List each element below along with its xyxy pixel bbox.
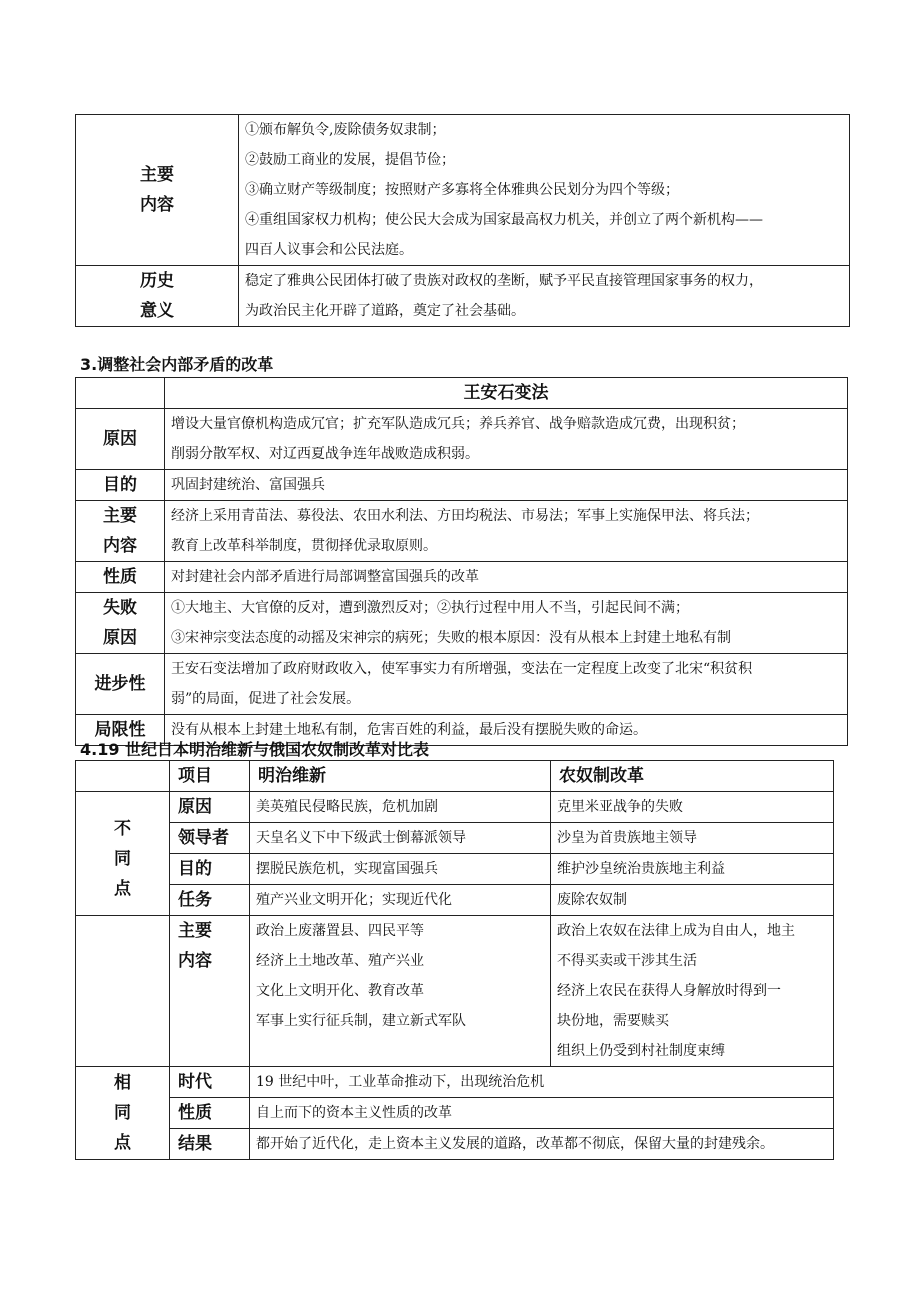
row-header-cause: 原因 [76, 409, 165, 470]
table-row [76, 501, 848, 562]
group-label-differences: 不 同 点 [76, 792, 170, 916]
meiji-purpose: 摆脱民族危机，实现富国强兵 [250, 854, 551, 885]
russia-leader: 沙皇为首贵族地主领导 [551, 823, 834, 854]
russia-main-content: 政治上农奴在法律上成为自由人，地主 不得买卖或干涉其生活 经济上农民在获得人身解放时得到一 块份地，需要赎买 组织上仍受到村社制度束缚 [551, 916, 834, 1067]
item-nature: 性质 [170, 1098, 250, 1129]
table-header-row [76, 761, 834, 792]
wang-anshi-table [75, 377, 848, 746]
purpose-cell: 巩固封建统治、富国强兵 [165, 470, 848, 501]
meiji-leader: 天皇名义下中下级武士倒幕派领导 [250, 823, 551, 854]
meiji-task: 殖产兴业文明开化；实现近代化 [250, 885, 551, 916]
section-3-title: 3.调整社会内部矛盾的改革 [80, 355, 274, 374]
russia-task: 废除农奴制 [551, 885, 834, 916]
content-line: 稳定了雅典公民团体打破了贵族对政权的垄断，赋予平民直接管理国家事务的权力， [245, 273, 763, 289]
table-row [76, 1129, 834, 1160]
item-cause: 原因 [170, 792, 250, 823]
row-header-significance: 历史 意义 [76, 266, 239, 327]
item-purpose: 目的 [170, 854, 250, 885]
content-line: ③确立财产等级制度；按照财产多寡将全体雅典公民划分为四个等级； [245, 182, 679, 198]
russia-cause: 克里米亚战争的失败 [551, 792, 834, 823]
table-row [76, 593, 848, 654]
section-4-title: 4.19 世纪日本明治维新与俄国农奴制改革对比表 [80, 740, 430, 759]
meiji-cause: 美英殖民侵略民族，危机加剧 [250, 792, 551, 823]
table-row [76, 409, 848, 470]
table-row [76, 823, 834, 854]
same-era: 19 世纪中叶，工业革命推动下，出现统治危机 [250, 1067, 834, 1098]
comparison-table [75, 760, 834, 1160]
item-main-content: 主要 内容 [170, 916, 250, 1067]
row-header-failure: 失败 原因 [76, 593, 165, 654]
solon-reform-table [75, 114, 850, 327]
row-header-content: 主要 内容 [76, 501, 165, 562]
progress-cell: 王安石变法增加了政府财政收入，使军事实力有所增强，变法在一定程度上改变了北宋“积贫积 弱”的局面，促进了社会发展。 [165, 654, 848, 715]
table-row [76, 792, 834, 823]
same-result: 都开始了近代化，走上资本主义发展的道路，改革都不彻底，保留大量的封建残余。 [250, 1129, 834, 1160]
table-row [76, 115, 850, 266]
column-header-russia: 农奴制改革 [551, 761, 834, 792]
content-line: ①颁布解负令,废除债务奴隶制； [245, 122, 446, 138]
content-line: 四百人议事会和公民法庭。 [245, 242, 413, 258]
group-label-similarities: 相 同 点 [76, 1067, 170, 1160]
column-header-wang-anshi: 王安石变法 [165, 378, 848, 409]
table-row [76, 885, 834, 916]
content-line: 为政治民主化开辟了道路，奠定了社会基础。 [245, 303, 525, 319]
row-header-progress: 进步性 [76, 654, 165, 715]
item-leader: 领导者 [170, 823, 250, 854]
meiji-main-content: 政治上废藩置县、四民平等 经济上土地改革、殖产兴业 文化上文明开化、教育改革 军事上实行征兵制，建立新式军队 [250, 916, 551, 1067]
russia-purpose: 维护沙皇统治贵族地主利益 [551, 854, 834, 885]
table-row [76, 916, 834, 1067]
failure-cell: ①大地主、大官僚的反对，遭到激烈反对；②执行过程中用人不当，引起民间不满； ③宋神宗变法态度的动摇及宋神宗的病死；失败的根本原因：没有从根本上封建土地私有制 [165, 593, 848, 654]
content-line: ②鼓励工商业的发展，提倡节俭； [245, 152, 455, 168]
column-header-meiji: 明治维新 [250, 761, 551, 792]
same-nature: 自上而下的资本主义性质的改革 [250, 1098, 834, 1129]
row-header-purpose: 目的 [76, 470, 165, 501]
content-cell: 经济上采用青苗法、募役法、农田水利法、方田均税法、市易法；军事上实施保甲法、将兵法； 教育上改革科举制度，贯彻择优录取原则。 [165, 501, 848, 562]
table-row [76, 562, 848, 593]
content-line: ④重组国家权力机构；使公民大会成为国家最高权力机关，并创立了两个新机构—— [245, 212, 763, 228]
item-era: 时代 [170, 1067, 250, 1098]
group-label-differences-continued [76, 916, 170, 1067]
table-header-row [76, 378, 848, 409]
table-row [76, 1067, 834, 1098]
main-content-cell [239, 115, 850, 266]
row-header-nature: 性质 [76, 562, 165, 593]
nature-cell: 对封建社会内部矛盾进行局部调整富国强兵的改革 [165, 562, 848, 593]
cause-cell: 增设大量官僚机构造成冗官；扩充军队造成冗兵；养兵养官、战争赔款造成冗费，出现积贫； 削弱分散军权、对辽西夏战争连年战败造成积弱。 [165, 409, 848, 470]
table-row [76, 654, 848, 715]
significance-cell [239, 266, 850, 327]
item-result: 结果 [170, 1129, 250, 1160]
column-header-item: 项目 [170, 761, 250, 792]
table-row [76, 470, 848, 501]
limitation-cell: 没有从根本上封建土地私有制，危害百姓的利益，最后没有摆脱失败的命运。 [165, 715, 848, 746]
row-header-main-content: 主要 内容 [76, 115, 239, 266]
item-task: 任务 [170, 885, 250, 916]
table-row [76, 1098, 834, 1129]
table-row [76, 266, 850, 327]
row-header-limitation: 局限性 [76, 715, 165, 746]
table-row [76, 854, 834, 885]
